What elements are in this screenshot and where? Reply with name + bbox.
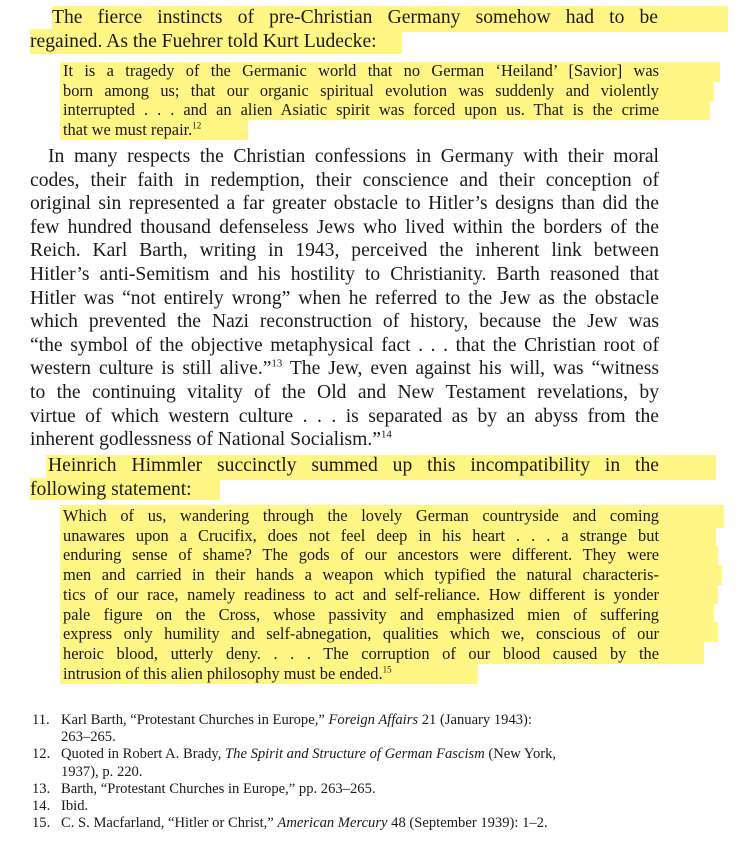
text-line: following statement: <box>30 479 192 500</box>
footnotes <box>32 712 712 832</box>
footnote-14 <box>32 798 712 815</box>
text-line: tics of our race, namely readiness to act and self-reliance. How different is yonder <box>63 584 659 604</box>
footnote-ref: 12 <box>192 120 202 131</box>
footnote-text: Karl Barth, “Protestant Churches in Europe,” <box>61 712 329 728</box>
text-line <box>63 664 659 684</box>
footnote-title: The Spirit and Structure of German Fascism <box>225 746 485 763</box>
paragraph-intro-cont <box>30 30 658 54</box>
block-quote-himmler <box>63 506 659 683</box>
footnote-15 <box>32 815 712 832</box>
footnote-number: 14. <box>32 798 51 815</box>
paragraph-himmler-intro-cont <box>30 478 659 502</box>
footnote-title: Foreign Affairs <box>328 712 419 728</box>
footnote-text: 263–265. <box>61 729 116 746</box>
text-line: to the continuing vitality of the Old and New Testament revelations, by <box>30 381 659 403</box>
footnote-ref: 15 <box>382 664 392 675</box>
quote-text: intrusion of this alien philosophy must be ended. <box>63 663 383 683</box>
footnote-number: 15. <box>32 815 51 832</box>
text-line: Heinrich Himmler succinctly summed up this incompatibility in the <box>48 455 659 476</box>
text-line: Hitler’s anti-Semitism and his hostility to Christianity. Barth reasoned that <box>30 263 659 285</box>
footnote-text: Quoted in Robert A. Brady, <box>61 746 226 763</box>
text-run: inherent godlessness of National Socialism.” <box>30 429 381 451</box>
footnote-ref: 13 <box>271 357 283 370</box>
text-line: regained. As the Fuehrer told Kurt Ludecke: <box>30 31 377 52</box>
footnote-number: 11. <box>32 712 50 728</box>
paragraph-main <box>30 145 659 452</box>
text-line <box>30 428 659 452</box>
footnote-number: 12. <box>32 746 51 763</box>
text-line: The fierce instincts of pre-Christian Germany somehow had to be <box>52 7 658 28</box>
footnote-text: 48 (September 1939): 1–2. <box>387 815 548 832</box>
footnote-text: Ibid. <box>61 798 89 815</box>
text-line: codes, their faith in redemption, their conscience and their conception of <box>30 169 659 191</box>
footnote-text: 21 (January 1943): <box>418 712 532 728</box>
footnote-11 <box>32 712 712 746</box>
text-line: few hundred thousand defenseless Jews who lived within the borders of the <box>30 216 659 238</box>
text-line <box>63 120 659 140</box>
footnote-text: 1937), p. 220. <box>61 763 143 780</box>
text-line: men and carried in their hands a weapon which typified the natural characteris- <box>63 565 659 585</box>
text-run: western culture is still alive.” <box>30 358 272 380</box>
footnote-ref: 14 <box>381 428 392 441</box>
text-line: “the symbol of the objective metaphysical fact . . . that the Christian root of <box>30 334 659 356</box>
quote-text: that we must repair. <box>63 120 193 140</box>
text-line: unawares upon a Crucifix, does not feel deep in his heart . . . a strange but <box>63 525 659 545</box>
text-line: virtue of which western culture . . . is separated as by an abyss from the <box>30 405 659 427</box>
footnote-13 <box>32 781 712 798</box>
text-line: which prevented the Nazi reconstruction of history, because the Jew was <box>30 311 659 333</box>
text-run: The Jew, even against his will, was “witness <box>282 358 659 380</box>
text-line: Reich. Karl Barth, writing in 1943, perceived the inherent link between <box>30 240 659 262</box>
paragraph-himmler-intro <box>48 454 659 478</box>
footnote-title: American Mercury <box>277 815 388 832</box>
text-line: Hitler was “not entirely wrong” when he referred to the Jew as the obstacle <box>30 287 659 309</box>
footnote-12 <box>32 746 712 780</box>
text-line: pale figure on the Cross, whose passivity and emphasized mien of suffering <box>63 604 659 624</box>
paragraph-intro <box>52 6 658 30</box>
footnote-text: C. S. Macfarland, “Hitler or Christ,” <box>61 815 278 832</box>
text-line: interrupted . . . and an alien Asiatic spirit was forced upon us. That is the crime <box>63 100 659 120</box>
block-quote-hitler <box>63 61 659 140</box>
text-line: It is a tragedy of the Germanic world that no German ‘Heiland’ [Savior] was <box>63 61 659 80</box>
footnote-number: 13. <box>32 780 51 797</box>
text-line <box>30 357 659 381</box>
footnote-text: Barth, “Protestant Churches in Europe,” pp. 263–265. <box>61 780 376 797</box>
text-line: heroic blood, utterly deny. . . . The corruption of our blood caused by the <box>63 643 659 663</box>
text-line: born among us; that our organic spiritual evolution was suddenly and violently <box>63 80 659 100</box>
text-line: original sin represented a far greater obstacle to Hitler’s designs than did the <box>30 193 659 215</box>
footnote-text: (New York, <box>484 746 557 763</box>
text-line: enduring sense of shame? The gods of our ancestors were different. They were <box>63 545 659 565</box>
text-line: Which of us, wandering through the lovely German countryside and coming <box>63 506 659 525</box>
text-line: In many respects the Christian confessions in Germany with their moral <box>48 146 659 167</box>
text-line: express only humility and self-abnegation, qualities which we, conscious of our <box>63 624 659 644</box>
